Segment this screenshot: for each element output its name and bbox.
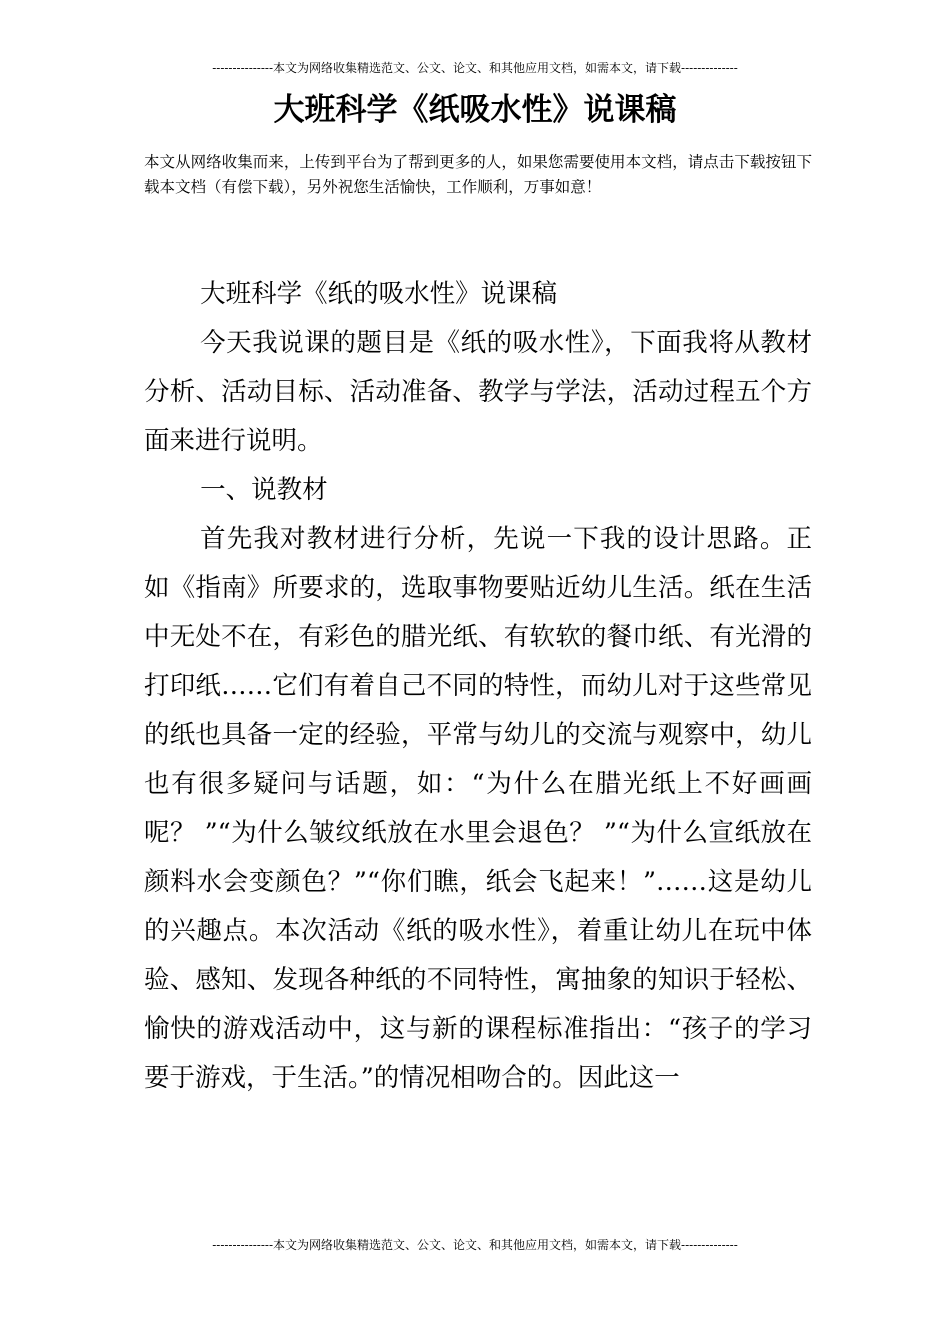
- document-title: 大班科学《纸吸水性》说课稿: [273, 92, 677, 128]
- body-subtitle: 大班科学《纸的吸水性》说课稿: [200, 279, 558, 309]
- body-paragraph: 首先我对教材进行分析，先说一下我的设计思路。正如《指南》所要求的，选取事物要贴近幼儿生活。纸在生活中无处不在，有彩色的腊光纸、有软软的餐巾纸、有光滑的打印纸……它们有着自己不同的特性，而幼儿对于这些常见的纸也具备一定的经验，平常与幼儿的交流与观察中，幼儿也有很多疑问与话题，如：“为什么在腊光纸上不好画画呢？ ”“为什么皱纹纸放在水里会退色？ ”“为什么宣纸放在颜料水会变颜色？”“你们瞧，纸会飞起来！”……这是幼儿的兴趣点。本次活动《纸的吸水性》，着重让幼儿在玩中体验、感知、发现各种纸的不同特性，寓抽象的知识于轻松、愉快的游戏活动中，这与新的课程标准指出：“孩子的学习要于游戏，于生活。”的情况相吻合的。因此这一: [144, 524, 812, 1093]
- section-heading: 一、说教材: [200, 475, 328, 505]
- page-header: ---------------本文为网络收集精选范文、公文、论文、和其他应用文档，如需本文，请下载--------------: [212, 61, 738, 75]
- body-paragraph: 今天我说课的题目是《纸的吸水性》，下面我将从教材分析、活动目标、活动准备、教学与学法，活动过程五个方面来进行说明。: [144, 328, 812, 456]
- document-body: [144, 270, 812, 1103]
- intro-paragraph: 本文从网络收集而来，上传到平台为了帮到更多的人，如果您需要使用本文档，请点击下载按钮下载本文档（有偿下载），另外祝您生活愉快，工作顺利，万事如意！: [144, 153, 812, 196]
- page-footer: ---------------本文为网络收集精选范文、公文、论文、和其他应用文档，如需本文，请下载--------------: [212, 1238, 738, 1252]
